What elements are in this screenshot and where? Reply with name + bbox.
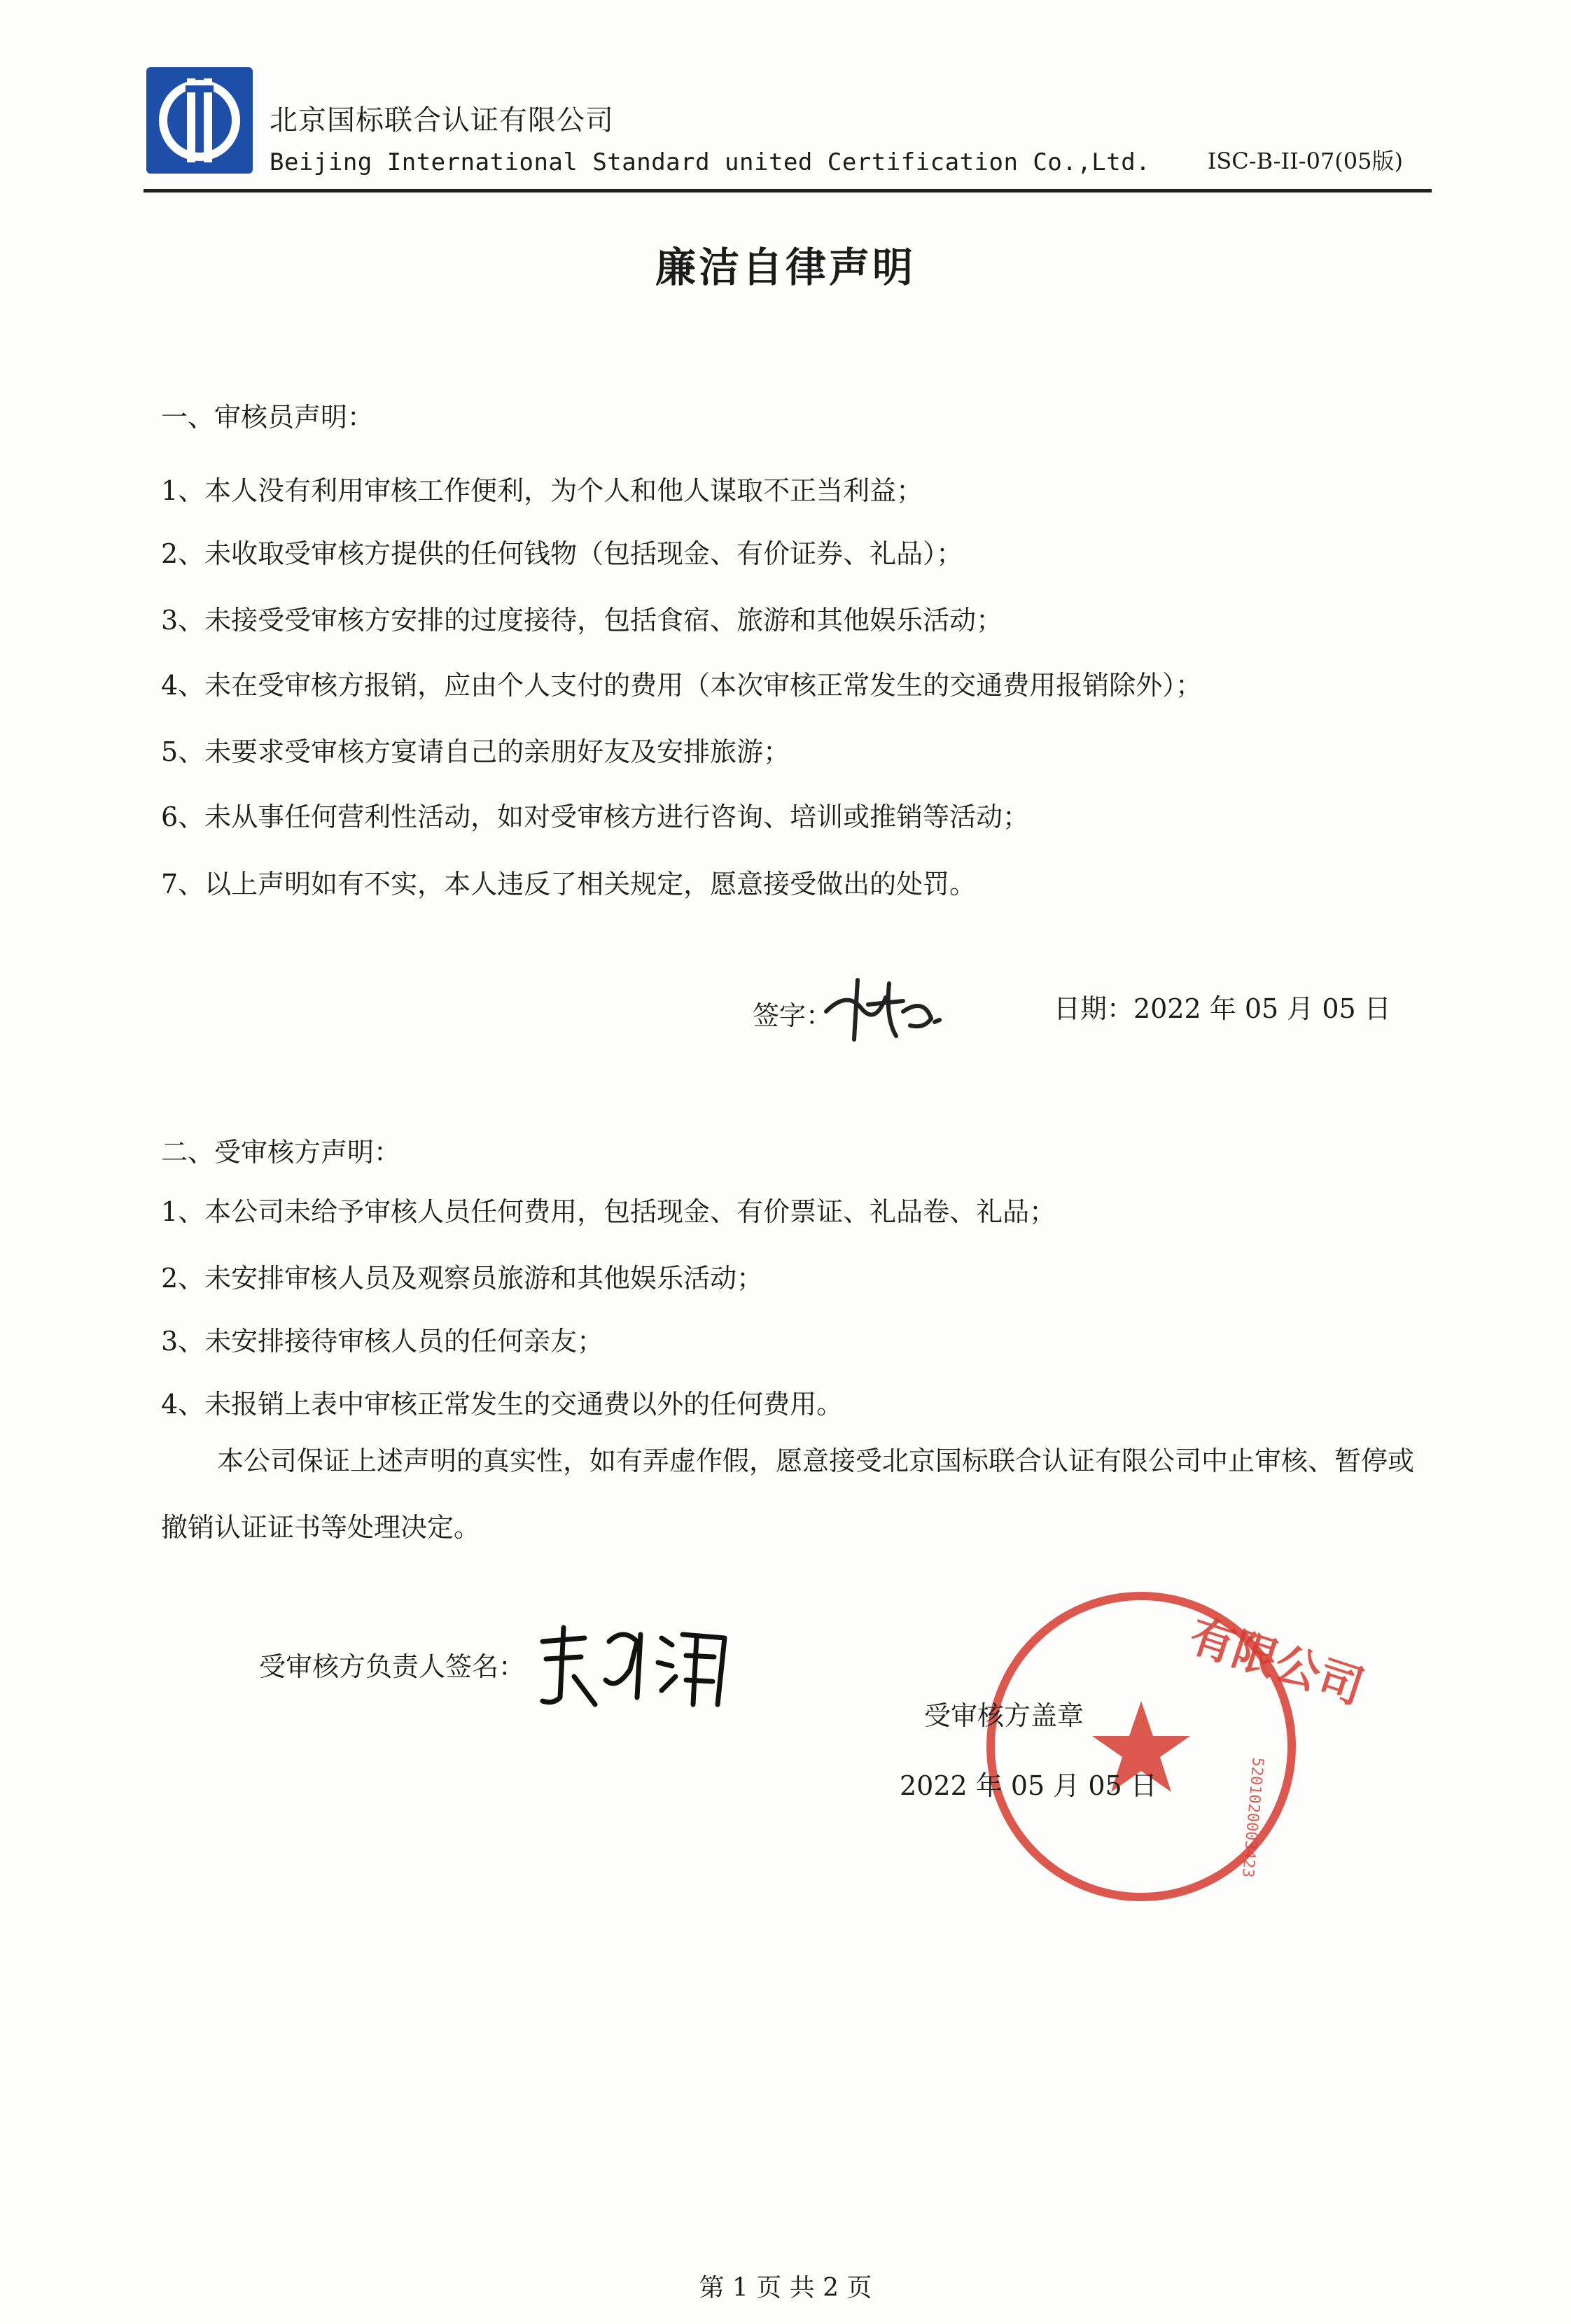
section1-heading: 一、审核员声明： [161,402,375,433]
section1-item: 2、未收取受审核方提供的任何钱物（包括现金、有价证券、礼品）； [161,538,963,569]
responsible-sign-label: 受审核方负责人签名： [259,1651,526,1682]
section2-heading: 二、受审核方声明： [161,1137,401,1168]
stamp-label: 受审核方盖章 [924,1700,1084,1731]
section2-item: 3、未安排接待审核人员的任何亲友； [161,1326,604,1357]
auditor-signature [819,969,952,1046]
company-name-en: Beijing International Standard united Certification Co.,Ltd. [270,148,1151,176]
section1-item: 3、未接受受审核方安排的过度接待，包括食宿、旅游和其他娱乐活动； [161,605,1003,636]
auditor-date: 日期：2022 年 05 月 05 日 [1054,993,1391,1024]
header-divider [144,189,1432,192]
svg-text:5201020003423: 5201020003423 [1238,1756,1266,1879]
section1-item: 4、未在受审核方报销，应由个人支付的费用（本次审核正常发生的交通费用报销除外）； [161,670,1203,701]
section1-item: 1、本人没有利用审核工作便利，为个人和他人谋取不正当利益； [161,475,923,506]
section2-item: 1、本公司未给予审核人员任何费用，包括现金、有价票证、礼品卷、礼品； [161,1196,1056,1227]
section2-item: 2、未安排审核人员及观察员旅游和其他娱乐活动； [161,1263,764,1294]
section1-item: 6、未从事任何营利性活动，如对受审核方进行咨询、培训或推销等活动； [161,802,1030,832]
page-number: 第 1 页 共 2 页 [699,2274,872,2302]
svg-text:有限公司: 有限公司 [1183,1609,1370,1715]
guarantee-paragraph: 本公司保证上述声明的真实性，如有弄虚作假，愿意接受北京国标联合认证有限公司中止审核、暂停或撤销认证证书等处理决定。 [161,1446,1415,1543]
responsible-signature [532,1614,735,1718]
auditor-sign-label: 签字： [753,1000,833,1031]
stamp-date: 2022 年 05 月 05 日 [900,1770,1157,1801]
company-name-cn: 北京国标联合认证有限公司 [270,104,614,136]
document-title: 廉洁自律声明 [655,244,916,291]
form-code: ISC-B-II-07(05版) [1207,148,1403,174]
section1-item: 5、未要求受审核方宴请自己的亲朋好友及安排旅游； [161,736,790,767]
section1-item: 7、以上声明如有不实，本人违反了相关规定，愿意接受做出的处罚。 [161,869,977,899]
company-seal [977,1582,1370,1911]
isc-logo-icon [144,64,256,176]
section2-item: 4、未报销上表中审核正常发生的交通费以外的任何费用。 [161,1389,844,1420]
